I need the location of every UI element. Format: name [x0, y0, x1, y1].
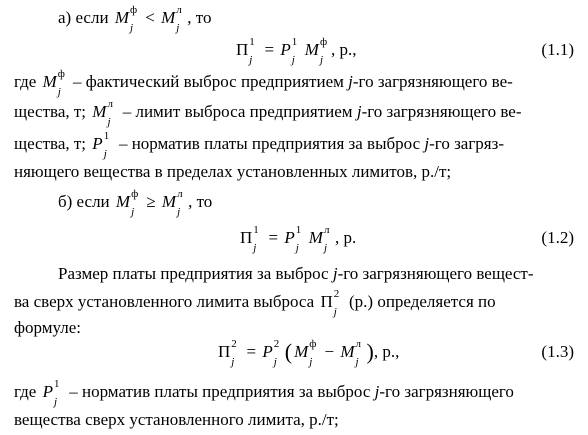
equation-1-2 [238, 224, 357, 254]
equation-unit: , р., [373, 342, 400, 361]
symbol-M-actual: M ф j [42, 68, 65, 98]
text-line: няющего вещества в пределах установленных лимитов, р./т; [14, 162, 452, 181]
text-line: формуле: [14, 318, 82, 337]
condition-a-prefix: а) если [58, 8, 109, 27]
symbol-M-actual: M ф j [115, 188, 139, 218]
equals-sign: = [246, 342, 257, 361]
minus-sign: − [324, 342, 335, 361]
equation-number-1-3: (1.3) [541, 342, 574, 361]
symbol-Pi-2: Π 2 j [320, 288, 340, 318]
text-line: где M ф j – фактический выброс предприятием j-го загрязняющего ве- [14, 68, 513, 98]
text-line: ва сверх установленного лимита выброса Π 2 j (р.) определяется по [14, 288, 496, 318]
symbol-Pi-2: Π 2 j [218, 338, 237, 368]
text-line: щества, т; P 1 j – норматив платы предприятия за выброс j-го загряз- [14, 130, 504, 160]
text-line: вещества сверх установленного лимита, р./т; [14, 410, 339, 429]
symbol-P-1: P 1 j [92, 130, 110, 160]
equation-unit: , р. [334, 228, 357, 247]
condition-a-suffix: , то [187, 8, 212, 27]
equals-sign: = [268, 228, 279, 247]
symbol-M-limit: M л j [340, 338, 362, 368]
symbol-M-actual: M ф j [294, 338, 317, 368]
condition-b [58, 188, 213, 218]
equation-1-3: Π 2 j = P 2 j ( M ф j − M л j ), р., [218, 338, 400, 368]
symbol-P-1: P 1 j [284, 224, 302, 254]
equation-number-1-2: (1.2) [541, 228, 574, 247]
condition-b-suffix: , то [188, 192, 213, 211]
text-line: где P 1 j – норматив платы предприятия за выброс j-го загрязняющего [14, 378, 514, 408]
symbol-M-actual: M ф j [304, 36, 328, 66]
symbol-M-limit: M л j [161, 4, 182, 34]
symbol-P-2: P 2 j [262, 338, 280, 368]
text-line: щества, т; M л j – лимит выброса предприятием j-го загрязняющего ве- [14, 98, 522, 128]
symbol-P-1: P 1 j [280, 36, 298, 66]
equation-unit: , р., [330, 40, 357, 59]
greater-or-equal-operator: ≥ [146, 192, 156, 211]
equation-1-1 [234, 36, 357, 66]
symbol-M-limit: M л j [92, 98, 113, 128]
symbol-P-1: P 1 j [42, 378, 60, 408]
symbol-Pi-1: Π 1 j [240, 224, 259, 254]
condition-b-prefix: б) если [58, 192, 110, 211]
symbol-Pi-1: Π 1 j [236, 36, 255, 66]
condition-a [58, 4, 212, 34]
symbol-M-actual: M ф j [114, 4, 138, 34]
symbol-M-limit: M л j [161, 188, 183, 218]
equation-number-1-1: (1.1) [541, 40, 574, 59]
equals-sign: = [264, 40, 275, 59]
text-line: Размер платы предприятия за выброс j-го загрязняющего вещест- [58, 264, 534, 283]
symbol-M-limit: M л j [308, 224, 330, 254]
less-than-operator: < [145, 8, 155, 27]
